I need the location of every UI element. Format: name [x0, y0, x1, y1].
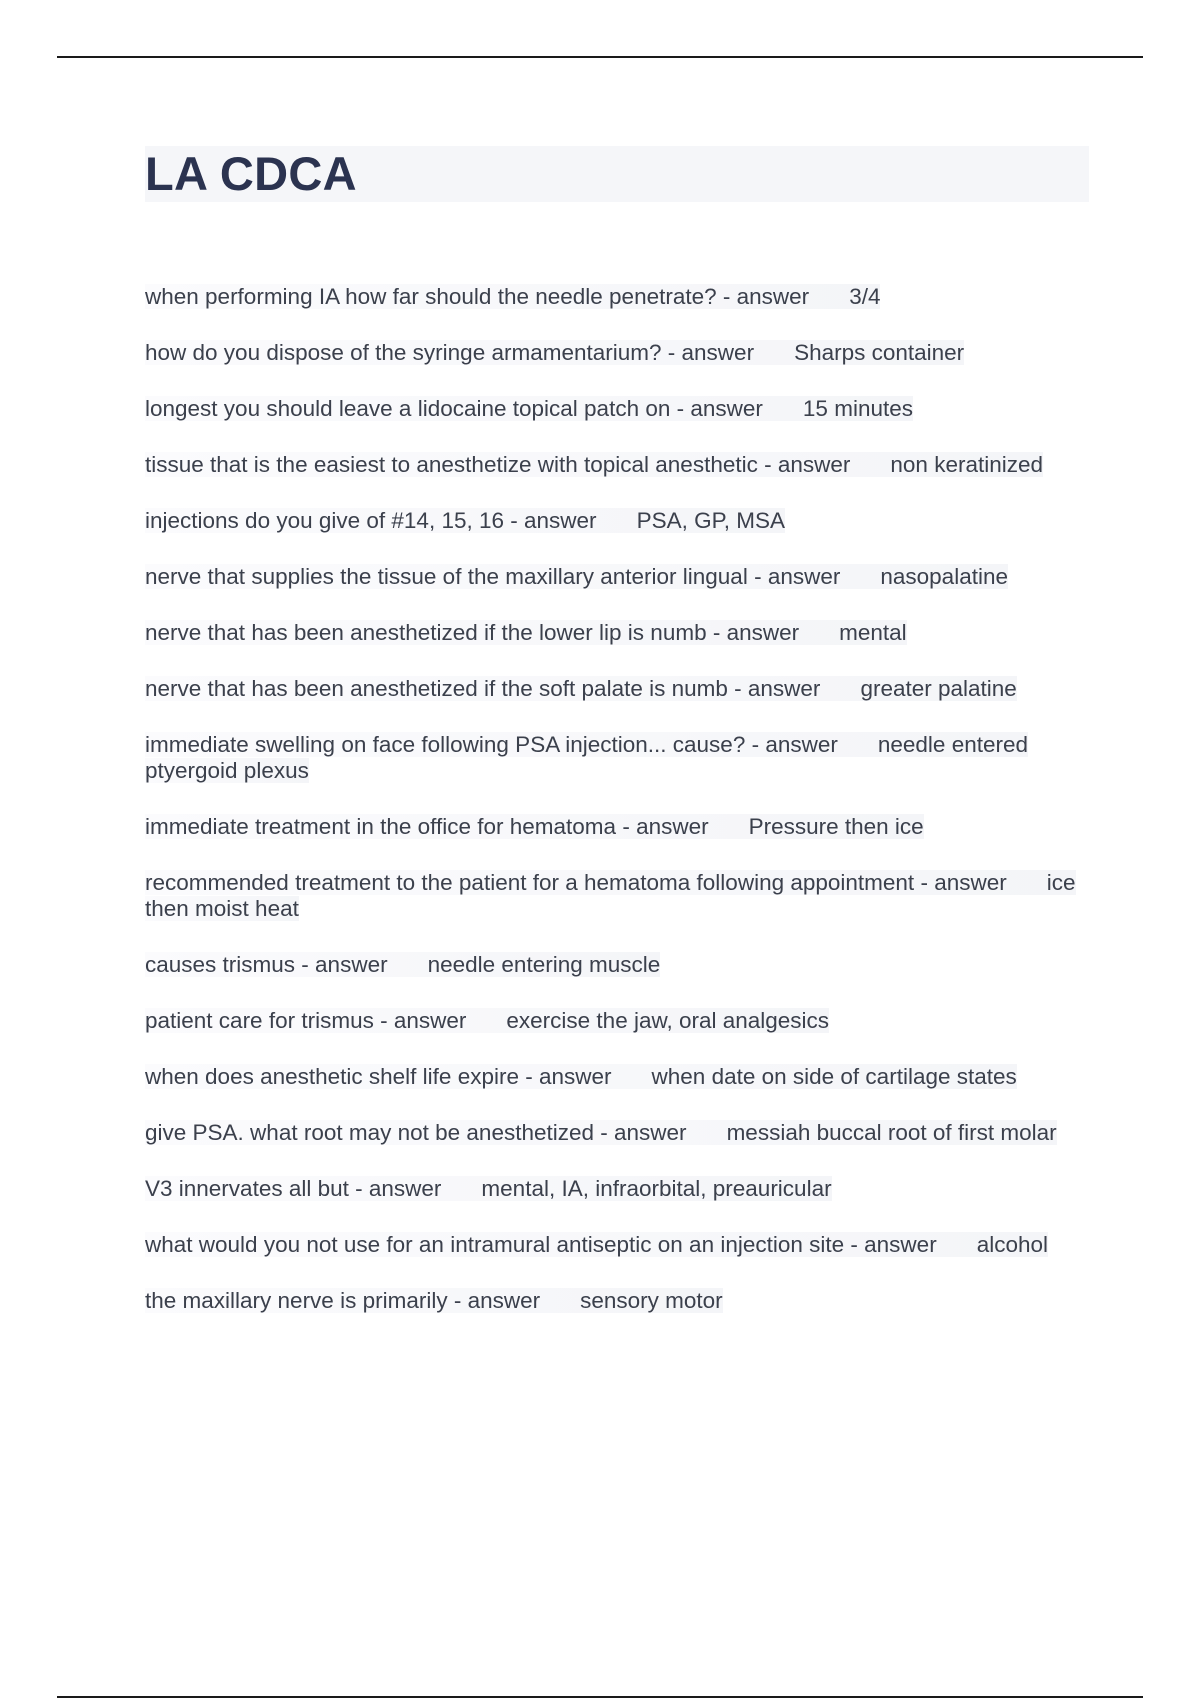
answer-label: answer — [681, 340, 755, 365]
answer-label: answer — [467, 1288, 541, 1313]
answer-label: answer — [747, 676, 821, 701]
question-text: recommended treatment to the patient for a hematoma following appointment — [145, 870, 915, 895]
answer-label: answer — [368, 1176, 442, 1201]
answer-label: answer — [315, 952, 388, 977]
answer-text: messiah buccal root of first molar — [726, 1120, 1057, 1145]
answer-text: 15 minutes — [802, 396, 913, 421]
answer-label: answer — [765, 732, 838, 757]
answer-label: answer — [726, 620, 800, 645]
qa-list — [145, 284, 1085, 1344]
qa-item: when performing IA how far should the needle penetrate? - answer 3/4 — [145, 284, 881, 309]
answer-label: answer — [393, 1008, 467, 1033]
page-title: LA CDCA — [145, 147, 357, 200]
qa-item: nerve that has been anesthetized if the lower lip is numb - answer mental — [145, 620, 907, 645]
answer-text: mental — [839, 620, 907, 645]
qa-item: the maxillary nerve is primarily - answer sensory motor — [145, 1288, 723, 1313]
qa-item: injections do you give of #14, 15, 16 - answer PSA, GP, MSA — [145, 508, 785, 533]
answer-label: answer — [614, 1120, 687, 1145]
qa-item: longest you should leave a lidocaine topical patch on - answer 15 minutes — [145, 396, 913, 421]
answer-text: needle entering muscle — [427, 952, 661, 977]
answer-label: answer — [736, 284, 810, 309]
answer-text: exercise the jaw, oral analgesics — [506, 1008, 830, 1033]
answer-text: ice then moist heat — [145, 870, 1076, 921]
qa-item: recommended treatment to the patient for a hematoma following appointment - answer ice then moist heat — [145, 870, 1076, 921]
qa-item: when does anesthetic shelf life expire - answer when date on side of cartilage states — [145, 1064, 1017, 1089]
answer-text: nasopalatine — [880, 564, 1008, 589]
question-text: how do you dispose of the syringe armamentarium? — [145, 340, 662, 365]
question-text: causes trismus — [145, 952, 296, 977]
qa-item: what would you not use for an intramural antiseptic on an injection site - answer alcohol — [145, 1232, 1049, 1257]
question-text: immediate treatment in the office for hematoma — [145, 814, 617, 839]
qa-item: tissue that is the easiest to anesthetize with topical anesthetic - answer non keratinized — [145, 452, 1044, 477]
answer-text: needle entered ptyergoid plexus — [145, 732, 1029, 783]
question-text: injections do you give of #14, 15, 16 — [145, 508, 505, 533]
qa-item: nerve that has been anesthetized if the soft palate is numb - answer greater palatine — [145, 676, 1017, 701]
answer-label: answer — [690, 396, 763, 421]
answer-text: PSA, GP, MSA — [636, 508, 785, 533]
qa-item: how do you dispose of the syringe armamentarium? - answer Sharps container — [145, 340, 965, 365]
qa-item: V3 innervates all but - answer mental, IA, infraorbital, preauricular — [145, 1176, 832, 1201]
qa-item: nerve that supplies the tissue of the maxillary anterior lingual - answer nasopalatine — [145, 564, 1008, 589]
qa-item: give PSA. what root may not be anesthetized - answer messiah buccal root of first molar — [145, 1120, 1057, 1145]
answer-label: answer — [524, 508, 597, 533]
question-text: nerve that has been anesthetized if the soft palate is numb — [145, 676, 728, 701]
question-text: nerve that supplies the tissue of the maxillary anterior lingual — [145, 564, 748, 589]
question-text: patient care for trismus — [145, 1008, 374, 1033]
answer-text: 3/4 — [849, 284, 881, 309]
question-text: longest you should leave a lidocaine topical patch on — [145, 396, 671, 421]
qa-item: immediate swelling on face following PSA injection... cause? - answer needle entered ptyergoid plexus — [145, 732, 1029, 783]
question-text: what would you not use for an intramural antiseptic on an injection site — [145, 1232, 845, 1257]
answer-text: greater palatine — [860, 676, 1017, 701]
question-text: give PSA. what root may not be anesthetized — [145, 1120, 595, 1145]
answer-label: answer — [934, 870, 1007, 895]
answer-text: non keratinized — [890, 452, 1044, 477]
qa-item: immediate treatment in the office for hematoma - answer Pressure then ice — [145, 814, 924, 839]
answer-label: answer — [538, 1064, 612, 1089]
top-rule — [57, 56, 1143, 58]
answer-text: alcohol — [976, 1232, 1049, 1257]
answer-text: mental, IA, infraorbital, preauricular — [481, 1176, 832, 1201]
answer-label: answer — [767, 564, 841, 589]
answer-label: answer — [636, 814, 709, 839]
question-text: nerve that has been anesthetized if the lower lip is numb — [145, 620, 707, 645]
question-text: when performing IA how far should the needle penetrate? — [145, 284, 717, 309]
question-text: V3 innervates all but — [145, 1176, 349, 1201]
answer-label: answer — [864, 1232, 937, 1257]
question-text: immediate swelling on face following PSA injection... cause? — [145, 732, 746, 757]
bottom-rule — [57, 1696, 1143, 1698]
answer-text: when date on side of cartilage states — [651, 1064, 1017, 1089]
question-text: when does anesthetic shelf life expire — [145, 1064, 519, 1089]
answer-label: answer — [777, 452, 851, 477]
answer-text: Sharps container — [794, 340, 965, 365]
answer-text: Pressure then ice — [748, 814, 924, 839]
qa-item: patient care for trismus - answer exercise the jaw, oral analgesics — [145, 1008, 830, 1033]
qa-item: causes trismus - answer needle entering muscle — [145, 952, 661, 977]
answer-text: sensory motor — [580, 1288, 723, 1313]
question-text: tissue that is the easiest to anesthetize with topical anesthetic — [145, 452, 758, 477]
question-text: the maxillary nerve is primarily — [145, 1288, 448, 1313]
